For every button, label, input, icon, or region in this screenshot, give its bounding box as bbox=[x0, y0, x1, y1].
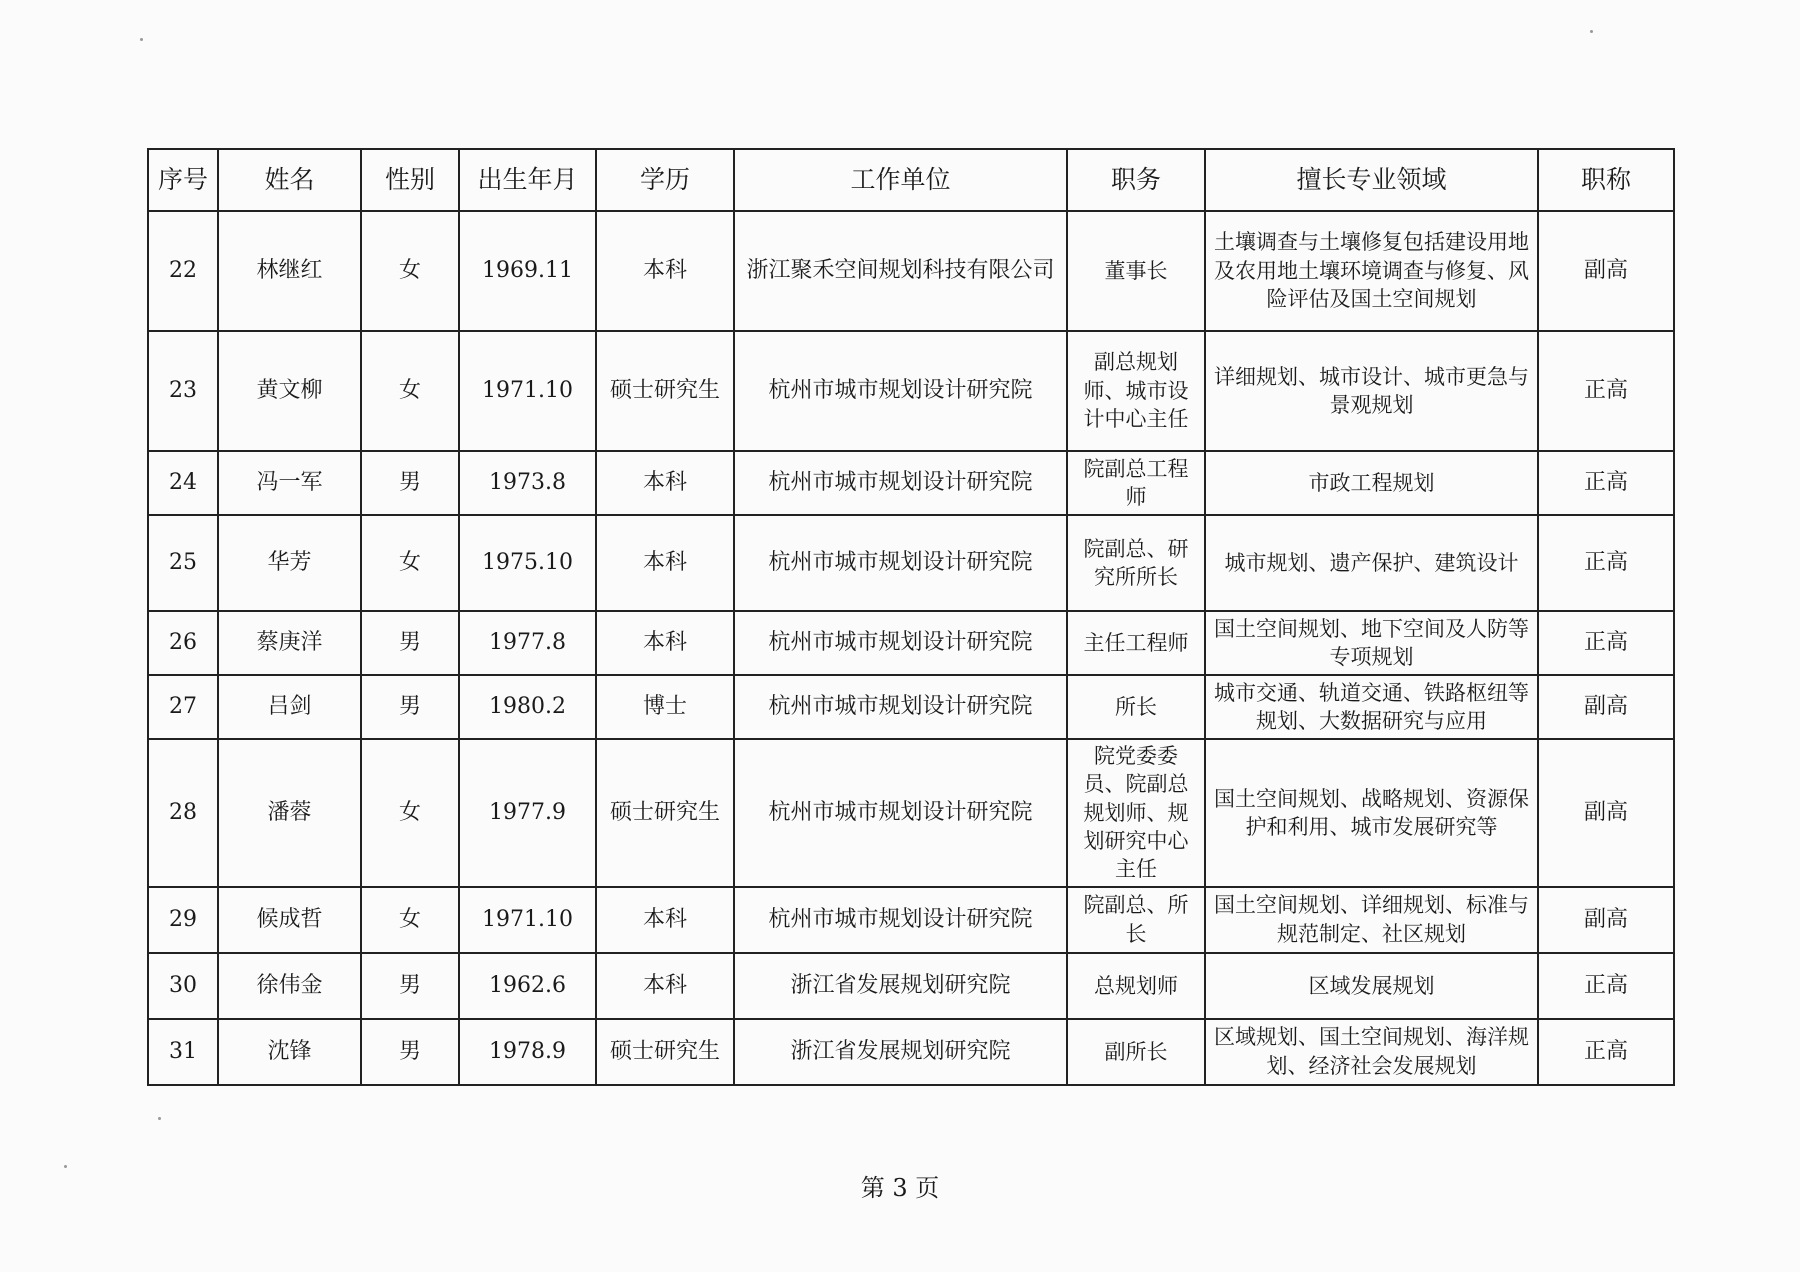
header-no: 序号 bbox=[148, 149, 218, 211]
person-gender: 女 bbox=[361, 887, 459, 953]
professional-rank: 正高 bbox=[1538, 953, 1674, 1019]
header-position: 职务 bbox=[1067, 149, 1205, 211]
expertise-field: 土壤调查与土壤修复包括建设用地及农用地土壤环境调查与修复、风险评估及国土空间规划 bbox=[1205, 211, 1538, 331]
birth-date: 1969.11 bbox=[459, 211, 596, 331]
person-gender: 男 bbox=[361, 611, 459, 675]
table-row bbox=[148, 887, 1674, 953]
expertise-field: 城市交通、轨道交通、铁路枢纽等规划、大数据研究与应用 bbox=[1205, 675, 1538, 739]
expertise-field: 国土空间规划、战略规划、资源保护和利用、城市发展研究等 bbox=[1205, 739, 1538, 887]
person-gender: 女 bbox=[361, 515, 459, 611]
expertise-field: 区域发展规划 bbox=[1205, 953, 1538, 1019]
job-position: 董事长 bbox=[1067, 211, 1205, 331]
table-row bbox=[148, 675, 1674, 739]
row-number: 28 bbox=[148, 739, 218, 887]
scan-speck bbox=[158, 1117, 161, 1120]
job-position: 主任工程师 bbox=[1067, 611, 1205, 675]
professional-rank: 正高 bbox=[1538, 331, 1674, 451]
professional-rank: 副高 bbox=[1538, 739, 1674, 887]
header-organization: 工作单位 bbox=[734, 149, 1067, 211]
row-number: 25 bbox=[148, 515, 218, 611]
header-expertise: 擅长专业领域 bbox=[1205, 149, 1538, 211]
birth-date: 1980.2 bbox=[459, 675, 596, 739]
education: 硕士研究生 bbox=[596, 331, 734, 451]
page-number: 第 3 页 bbox=[860, 1174, 940, 1202]
person-name: 蔡庚洋 bbox=[218, 611, 361, 675]
birth-date: 1973.8 bbox=[459, 451, 596, 515]
education: 本科 bbox=[596, 887, 734, 953]
scan-speck bbox=[140, 38, 143, 41]
table-row bbox=[148, 451, 1674, 515]
work-organization: 杭州市城市规划设计研究院 bbox=[734, 451, 1067, 515]
row-number: 26 bbox=[148, 611, 218, 675]
row-number: 31 bbox=[148, 1019, 218, 1085]
expertise-field: 国土空间规划、详细规划、标准与规范制定、社区规划 bbox=[1205, 887, 1538, 953]
education: 博士 bbox=[596, 675, 734, 739]
birth-date: 1977.9 bbox=[459, 739, 596, 887]
birth-date: 1977.8 bbox=[459, 611, 596, 675]
job-position: 总规划师 bbox=[1067, 953, 1205, 1019]
work-organization: 浙江聚禾空间规划科技有限公司 bbox=[734, 211, 1067, 331]
scan-speck bbox=[1590, 30, 1593, 33]
job-position: 院党委委员、院副总规划师、规划研究中心主任 bbox=[1067, 739, 1205, 887]
header-name: 姓名 bbox=[218, 149, 361, 211]
expertise-field: 区域规划、国土空间规划、海洋规划、经济社会发展规划 bbox=[1205, 1019, 1538, 1085]
work-organization: 杭州市城市规划设计研究院 bbox=[734, 887, 1067, 953]
job-position: 院副总、所长 bbox=[1067, 887, 1205, 953]
row-number: 27 bbox=[148, 675, 218, 739]
person-gender: 男 bbox=[361, 451, 459, 515]
table-row bbox=[148, 953, 1674, 1019]
header-rank: 职称 bbox=[1538, 149, 1674, 211]
person-gender: 女 bbox=[361, 331, 459, 451]
scan-speck bbox=[64, 1165, 67, 1168]
person-gender: 女 bbox=[361, 211, 459, 331]
professional-rank: 副高 bbox=[1538, 675, 1674, 739]
header-birth: 出生年月 bbox=[459, 149, 596, 211]
job-position: 院副总工程师 bbox=[1067, 451, 1205, 515]
professional-rank: 正高 bbox=[1538, 1019, 1674, 1085]
job-position: 副总规划师、城市设计中心主任 bbox=[1067, 331, 1205, 451]
education: 本科 bbox=[596, 611, 734, 675]
row-number: 22 bbox=[148, 211, 218, 331]
header-education: 学历 bbox=[596, 149, 734, 211]
person-gender: 女 bbox=[361, 739, 459, 887]
person-name: 徐伟金 bbox=[218, 953, 361, 1019]
row-number: 24 bbox=[148, 451, 218, 515]
birth-date: 1978.9 bbox=[459, 1019, 596, 1085]
professional-rank: 正高 bbox=[1538, 611, 1674, 675]
table-header-row bbox=[148, 149, 1674, 211]
work-organization: 杭州市城市规划设计研究院 bbox=[734, 739, 1067, 887]
person-name: 沈锋 bbox=[218, 1019, 361, 1085]
education: 本科 bbox=[596, 211, 734, 331]
table-row bbox=[148, 331, 1674, 451]
row-number: 23 bbox=[148, 331, 218, 451]
header-gender: 性别 bbox=[361, 149, 459, 211]
person-name: 华芳 bbox=[218, 515, 361, 611]
person-gender: 男 bbox=[361, 953, 459, 1019]
education: 硕士研究生 bbox=[596, 1019, 734, 1085]
work-organization: 浙江省发展规划研究院 bbox=[734, 1019, 1067, 1085]
job-position: 院副总、研究所所长 bbox=[1067, 515, 1205, 611]
work-organization: 杭州市城市规划设计研究院 bbox=[734, 611, 1067, 675]
table-row bbox=[148, 515, 1674, 611]
expertise-field: 详细规划、城市设计、城市更急与景观规划 bbox=[1205, 331, 1538, 451]
person-gender: 男 bbox=[361, 675, 459, 739]
table-row bbox=[148, 1019, 1674, 1085]
education: 硕士研究生 bbox=[596, 739, 734, 887]
birth-date: 1975.10 bbox=[459, 515, 596, 611]
person-name: 冯一军 bbox=[218, 451, 361, 515]
expertise-field: 国土空间规划、地下空间及人防等专项规划 bbox=[1205, 611, 1538, 675]
professional-rank: 正高 bbox=[1538, 515, 1674, 611]
professional-rank: 副高 bbox=[1538, 887, 1674, 953]
table-row bbox=[148, 211, 1674, 331]
birth-date: 1962.6 bbox=[459, 953, 596, 1019]
person-name: 吕剑 bbox=[218, 675, 361, 739]
birth-date: 1971.10 bbox=[459, 887, 596, 953]
work-organization: 浙江省发展规划研究院 bbox=[734, 953, 1067, 1019]
professional-rank: 正高 bbox=[1538, 451, 1674, 515]
work-organization: 杭州市城市规划设计研究院 bbox=[734, 515, 1067, 611]
person-name: 潘蓉 bbox=[218, 739, 361, 887]
person-name: 候成哲 bbox=[218, 887, 361, 953]
row-number: 30 bbox=[148, 953, 218, 1019]
person-gender: 男 bbox=[361, 1019, 459, 1085]
table-row bbox=[148, 611, 1674, 675]
work-organization: 杭州市城市规划设计研究院 bbox=[734, 675, 1067, 739]
job-position: 所长 bbox=[1067, 675, 1205, 739]
job-position: 副所长 bbox=[1067, 1019, 1205, 1085]
education: 本科 bbox=[596, 515, 734, 611]
work-organization: 杭州市城市规划设计研究院 bbox=[734, 331, 1067, 451]
professional-rank: 副高 bbox=[1538, 211, 1674, 331]
education: 本科 bbox=[596, 953, 734, 1019]
person-name: 黄文柳 bbox=[218, 331, 361, 451]
expertise-field: 市政工程规划 bbox=[1205, 451, 1538, 515]
table-row bbox=[148, 739, 1674, 887]
person-name: 林继红 bbox=[218, 211, 361, 331]
row-number: 29 bbox=[148, 887, 218, 953]
table-body bbox=[148, 211, 1674, 1085]
education: 本科 bbox=[596, 451, 734, 515]
birth-date: 1971.10 bbox=[459, 331, 596, 451]
expert-roster-table bbox=[147, 148, 1675, 1086]
expertise-field: 城市规划、遗产保护、建筑设计 bbox=[1205, 515, 1538, 611]
